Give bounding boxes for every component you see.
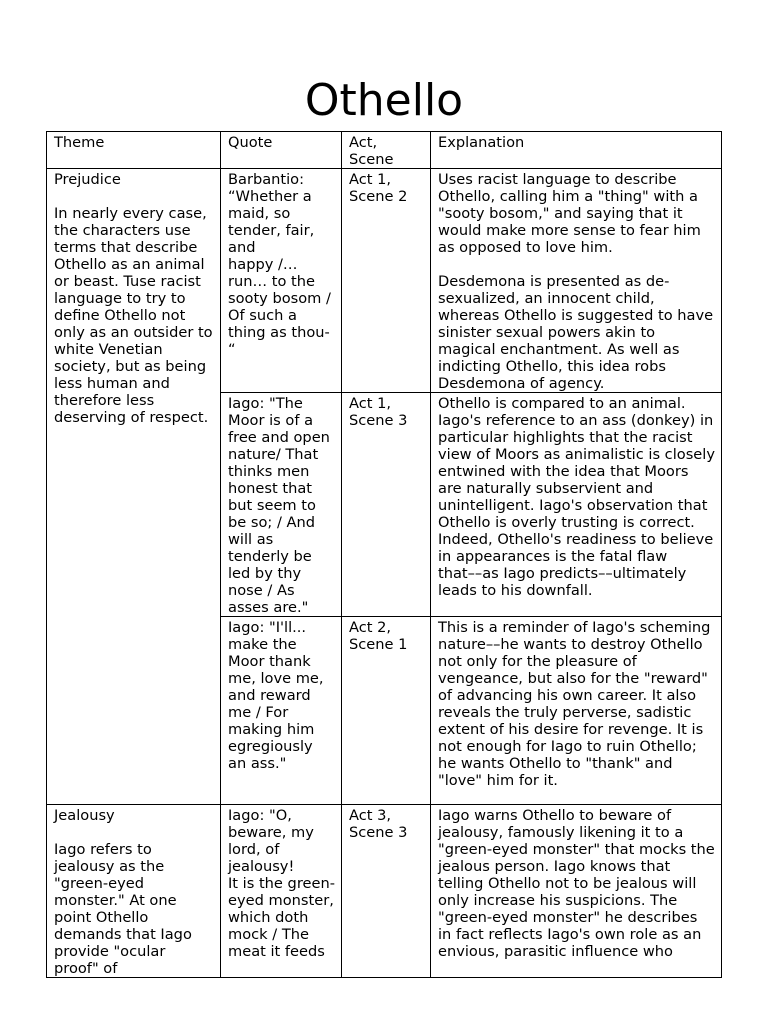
table-row	[47, 805, 722, 978]
header-quote: Quote	[221, 132, 342, 169]
explanation-cell: This is a reminder of Iago's scheming nature––he wants to destroy Othello not only for the pleasure of vengeance, but also for the "reward" of advancing his own career. It also reveals the truly perverse, sadistic extent of his desire for revenge. It is not enough for Iago to ruin Othello; he wants Othello to "thank" and "love" him for it.	[431, 617, 722, 805]
quote-cell: Iago: "O, beware, my lord, of jealousy! It is the green-eyed monster, which doth mock / The meat it feeds	[221, 805, 342, 978]
theme-cell-jealousy	[47, 805, 221, 978]
quote-cell: Iago: "I'll... make the Moor thank me, love me, and reward me / For making him egregiously an ass."	[221, 617, 342, 805]
header-explanation: Explanation	[431, 132, 722, 169]
table-header-row	[47, 132, 722, 169]
quote-cell: Barbantio: “Whether a maid, so tender, fair, and happy /… run… to the sooty bosom / Of such a thing as thou- “	[221, 169, 342, 393]
act-scene-cell: Act 2, Scene 1	[342, 617, 431, 805]
theme-name: Jealousy	[54, 807, 115, 824]
theme-cell-prejudice	[47, 169, 221, 805]
act-scene-cell: Act 1, Scene 2	[342, 169, 431, 393]
explanation-cell	[431, 169, 722, 393]
explanation-paragraph: Uses racist language to describe Othello, calling him a "thing" with a "sooty bosom," and saying that it would make more sense to fear him as opposed to love him.	[438, 171, 701, 256]
quote-cell: Iago: "The Moor is of a free and open nature/ That thinks men honest that but seem to be so; / And will as tenderly be led by thy nose / As asses are."	[221, 393, 342, 617]
theme-table	[46, 131, 722, 978]
table-row	[47, 169, 722, 393]
explanation-cell: Othello is compared to an animal. Iago's reference to an ass (donkey) in particular highlights that the racist view of Moors as animalistic is closely entwined with the idea that Moors are naturally subservient and unintelligent. Iago's observation that Othello is overly trusting is correct. Indeed, Othello's readiness to believe in appearances is the fatal flaw that––as Iago predicts––ultimately leads to his downfall.	[431, 393, 722, 617]
header-theme: Theme	[47, 132, 221, 169]
act-scene-cell: Act 3, Scene 3	[342, 805, 431, 978]
header-act-scene: Act, Scene	[342, 132, 431, 169]
explanation-cell: Iago warns Othello to beware of jealousy, famously likening it to a "green-eyed monster" that mocks the jealous person. Iago knows that telling Othello not to be jealous will only increase his suspicions. The "green-eyed monster" he describes in fact reflects Iago's own role as an envious, parasitic influence who	[431, 805, 722, 978]
theme-description: Iago refers to jealousy as the "green-eyed monster." At one point Othello demands that Iago provide "ocular proof" of	[54, 841, 192, 977]
theme-name: Prejudice	[54, 171, 121, 188]
page-title: Othello	[304, 75, 464, 126]
theme-description: In nearly every case, the characters use terms that describe Othello as an animal or beast. Tuse racist language to try to define Othello not only as an outsider to white Venetian society, but as being less human and therefore less deserving of respect.	[54, 205, 213, 426]
explanation-paragraph: Desdemona is presented as de-sexualized, an innocent child, whereas Othello is suggested to have sinister sexual powers akin to magical enchantment. As well as indicting Othello, this idea robs Desdemona of agency.	[438, 273, 714, 392]
act-scene-cell: Act 1, Scene 3	[342, 393, 431, 617]
